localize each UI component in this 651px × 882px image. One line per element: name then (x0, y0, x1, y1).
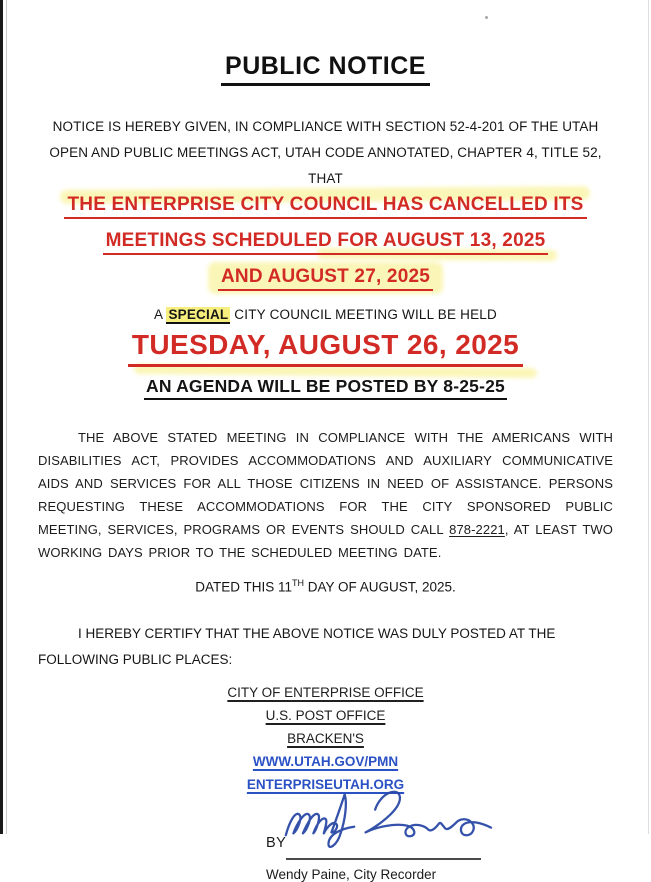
dated-line (38, 578, 613, 595)
cancellation-line-2: MEETINGS SCHEDULED FOR AUGUST 13, 2025 (103, 230, 549, 255)
signer-name: Wendy Paine, City Recorder (266, 866, 437, 882)
notice-title: PUBLIC NOTICE (221, 52, 430, 86)
dated-suffix: DAY OF AUGUST, 2025. (303, 579, 456, 595)
cancellation-heading (38, 194, 613, 291)
special-highlight-word: SPECIAL (168, 307, 229, 322)
special-prefix: A (154, 307, 167, 322)
special-suffix: CITY COUNCIL MEETING WILL BE HELD (230, 307, 497, 322)
certify-paragraph: I HEREBY CERTIFY THAT THE ABOVE NOTICE WAS DULY POSTED AT THE FOLLOWING PUBLIC PLACES: (38, 625, 556, 667)
agenda-row (38, 376, 613, 400)
posting-place-utah-gov-link[interactable]: WWW.UTAH.GOV/PMN (252, 753, 399, 769)
meeting-date-row (38, 329, 613, 367)
ada-paragraph (38, 426, 613, 564)
posting-place-post-office: U.S. POST OFFICE (265, 707, 386, 723)
dated-prefix: DATED THIS 11 (195, 579, 292, 595)
cancellation-line-1: THE ENTERPRISE CITY COUNCIL HAS CANCELLED ITS (64, 194, 586, 219)
signature-block (266, 826, 613, 862)
phone-number: 878-2221 (449, 522, 505, 537)
by-label: BY (266, 834, 287, 851)
ada-text-1: THE ABOVE STATED MEETING IN COMPLIANCE WITH THE AMERICANS WITH DISABILITIES ACT, PROVIDES ACCOMMODATIONS AND AUXILIARY COMMUNICATIVE AIDS AND SERVICES FOR ALL THOSE CITIZENS IN NEED OF ASSISTANCE. PERSONS REQUESTING THESE ACCOMMODATIONS FOR THE CITY SPONSORED PUBLIC MEETING, SERVICES, PROGRAMS OR EVENTS SHOULD CALL (38, 430, 613, 537)
posting-places-list (38, 681, 613, 796)
ada-text-2: , AT LEAST TWO WORKING DAYS PRIOR TO THE SCHEDULED MEETING DATE. (38, 522, 613, 560)
posting-place-city-office: CITY OF ENTERPRISE OFFICE (227, 684, 424, 700)
posting-place-enterpriseutah-link[interactable]: ENTERPRISEUTAH.ORG (246, 776, 405, 792)
agenda-heading: AN AGENDA WILL BE POSTED BY 8-25-25 (144, 376, 507, 400)
special-meeting-line (38, 307, 613, 322)
meeting-date-heading: TUESDAY, AUGUST 26, 2025 (128, 329, 523, 367)
dated-ordinal-superscript: TH (291, 578, 304, 588)
posting-place-brackens: BRACKEN'S (287, 730, 364, 746)
intro-paragraph: NOTICE IS HEREBY GIVEN, IN COMPLIANCE WITH SECTION 52-4-201 OF THE UTAH OPEN AND PUBLIC MEETINGS ACT, UTAH CODE ANNOTATED, CHAPTER 4, TITLE 52, THAT (49, 119, 602, 186)
title-row (38, 52, 613, 86)
cancellation-line-3: AND AUGUST 27, 2025 (218, 266, 433, 291)
signature-line (286, 830, 481, 860)
